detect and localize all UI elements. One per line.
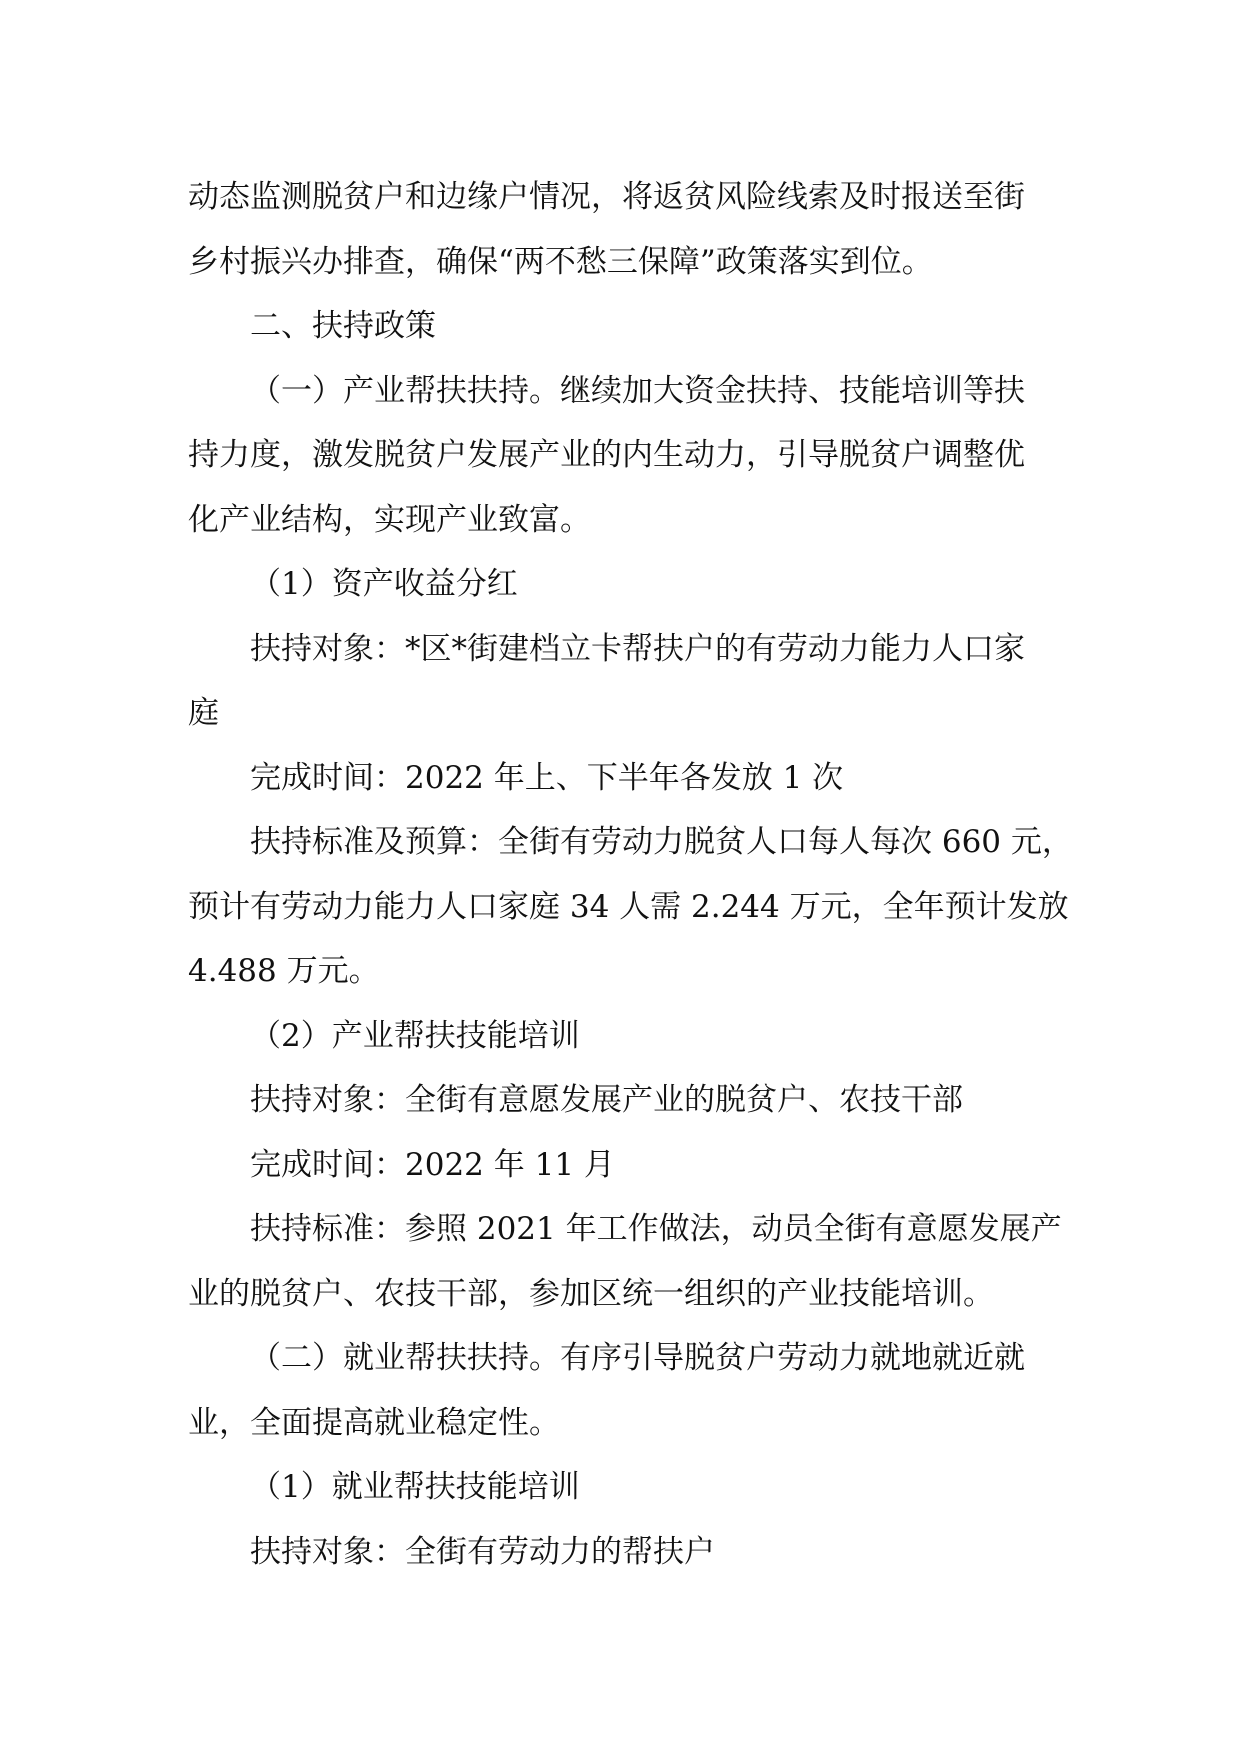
text-line: 化产业结构，实现产业致富。 — [188, 501, 591, 538]
text-line: 扶持标准：参照 2021 年工作做法，动员全街有意愿发展产 — [250, 1211, 1062, 1247]
subsection-heading: （一）产业帮扶扶持。继续加大资金扶持、技能培训等扶 — [250, 372, 1025, 409]
text-line: 业，全面提高就业稳定性。 — [188, 1404, 560, 1441]
item-heading: （1）就业帮扶技能培训 — [250, 1469, 580, 1505]
item-heading: （2）产业帮扶技能培训 — [250, 1017, 580, 1054]
text-line: 乡村振兴办排查，确保“两不愁三保障”政策落实到位。 — [188, 243, 933, 280]
text-line: 持力度，激发脱贫户发展产业的内生动力，引导脱贫户调整优 — [188, 437, 1025, 473]
item-heading: （1）资产收益分红 — [250, 566, 518, 602]
text-line: 庭 — [188, 695, 219, 731]
text-line: 扶持对象：全街有劳动力的帮扶户 — [250, 1533, 715, 1570]
text-line: 业的脱贫户、农技干部，参加区统一组织的产业技能培训。 — [188, 1275, 994, 1312]
text-line: 预计有劳动力能力人口家庭 34 人需 2.244 万元，全年预计发放 — [188, 888, 1069, 925]
text-line: 扶持标准及预算：全街有劳动力脱贫人口每人每次 660 元， — [250, 824, 1073, 860]
text-line: 动态监测脱贫户和边缘户情况，将返贫风险线索及时报送至街 — [188, 179, 1025, 215]
text-line: 扶持对象：全街有意愿发展产业的脱贫户、农技干部 — [250, 1082, 963, 1118]
section-heading: 二、扶持政策 — [250, 308, 436, 344]
text-line: 扶持对象：*区*街建档立卡帮扶户的有劳动力能力人口家 — [250, 630, 1025, 667]
subsection-heading: （二）就业帮扶扶持。有序引导脱贫户劳动力就地就近就 — [250, 1340, 1025, 1376]
text-line: 完成时间：2022 年上、下半年各发放 1 次 — [250, 759, 844, 796]
document-body — [188, 165, 1073, 1584]
text-line: 完成时间：2022 年 11 月 — [250, 1146, 615, 1183]
text-line: 4.488 万元。 — [188, 953, 380, 989]
